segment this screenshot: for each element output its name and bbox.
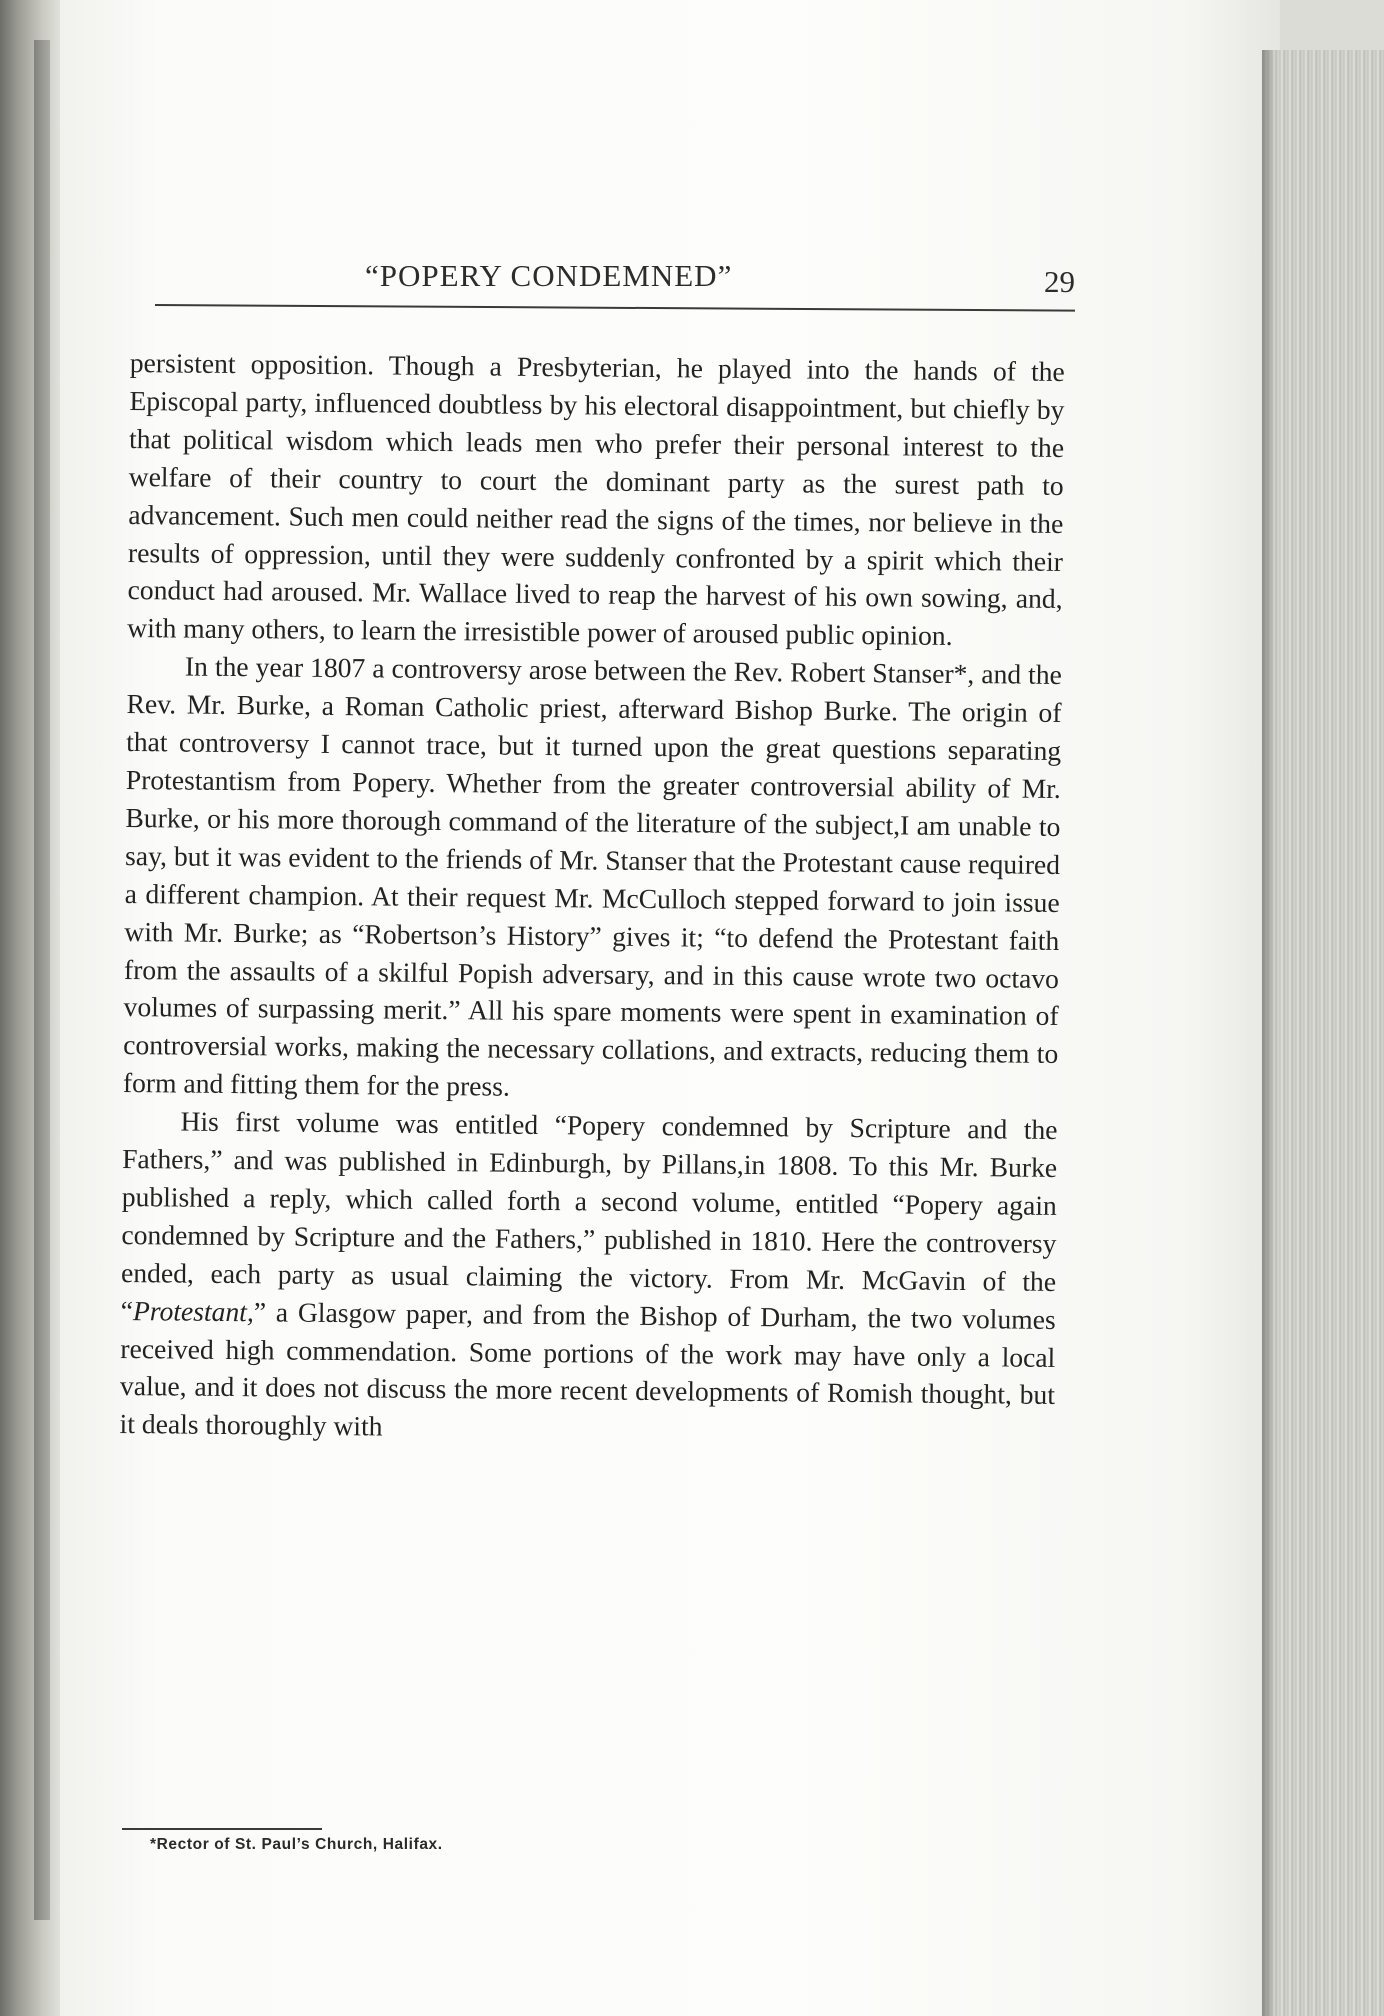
running-header xyxy=(155,258,1075,310)
page-fore-edge xyxy=(1262,50,1384,2016)
footnote: *Rector of St. Paul’s Church, Halifax. xyxy=(150,1836,443,1853)
paragraph-3-text-after: ” a Glasgow paper, and from the Bishop of Durham, the two volumes received high commendation. Some portions of the work may have only a local value, and it does not discuss the more recent developments of Romish thought, but it deals thoroughly with xyxy=(119,1295,1056,1442)
page-number: 29 xyxy=(1044,264,1075,299)
body-text xyxy=(119,344,1065,1452)
footnote-rule xyxy=(122,1828,322,1830)
fore-edge-shadow xyxy=(1262,50,1276,2016)
previous-page-edge xyxy=(34,40,50,1920)
paragraph-3-text-before: His first volume was entitled “Popery condemned by Scripture and the Fathers,” and was published in Edinburgh, by Pillans,in 1808. To this Mr. Burke published a reply, which called forth a second volume, entitled “Popery again condemned by Scripture and the Fathers,” published in 1810. Here the controversy ended, each party as usual claiming the victory. From Mr. McGavin of the “ xyxy=(120,1105,1058,1326)
paragraph-3 xyxy=(119,1102,1057,1452)
running-title: “POPERY CONDEMNED” xyxy=(365,258,733,293)
paragraph-3-italic-title: Protestant, xyxy=(132,1294,254,1327)
paragraph-1: persistent opposition. Though a Presbyterian, he played into the hands of the Episcopal party, influenced doubtless by his electoral disappointment, but chiefly by that political wisdom which leads men who prefer their personal interest to the welfare of their country to court the dominant party as the surest path to advancement. Such men could neither read the signs of the times, nor believe in the results of oppression, until they were suddenly confronted by a spirit which their conduct had aroused. Mr. Wallace lived to reap the harvest of his own sowing, and, with many others, to learn the irresistible power of aroused public opinion. xyxy=(127,346,1065,652)
paragraph-2: In the year 1807 a controversy arose between the Rev. Robert Stanser*, and the Rev. Mr. Burke, a Roman Catholic priest, afterward Bishop Burke. The origin of that controversy I cannot trace, but it turned upon the great questions separating Protestantism from Popery. Whether from the greater controversial ability of Mr. Burke, or his more thorough command of the literature of the subject,I am unable to say, but it was evident to the friends of Mr. Stanser that the Protestant cause required a different champion. At their request Mr. McCulloch stepped forward to join issue with Mr. Burke; as “Robertson’s History” gives it; “to defend the Protestant faith from the assaults of a skilful Popish adversary, and in this cause wrote two octavo volumes of surpassing merit.” All his spare moments were spent in examination of controversial works, making the necessary collations, and extracts, reducing them to form and fitting them for the press. xyxy=(122,650,1063,1102)
